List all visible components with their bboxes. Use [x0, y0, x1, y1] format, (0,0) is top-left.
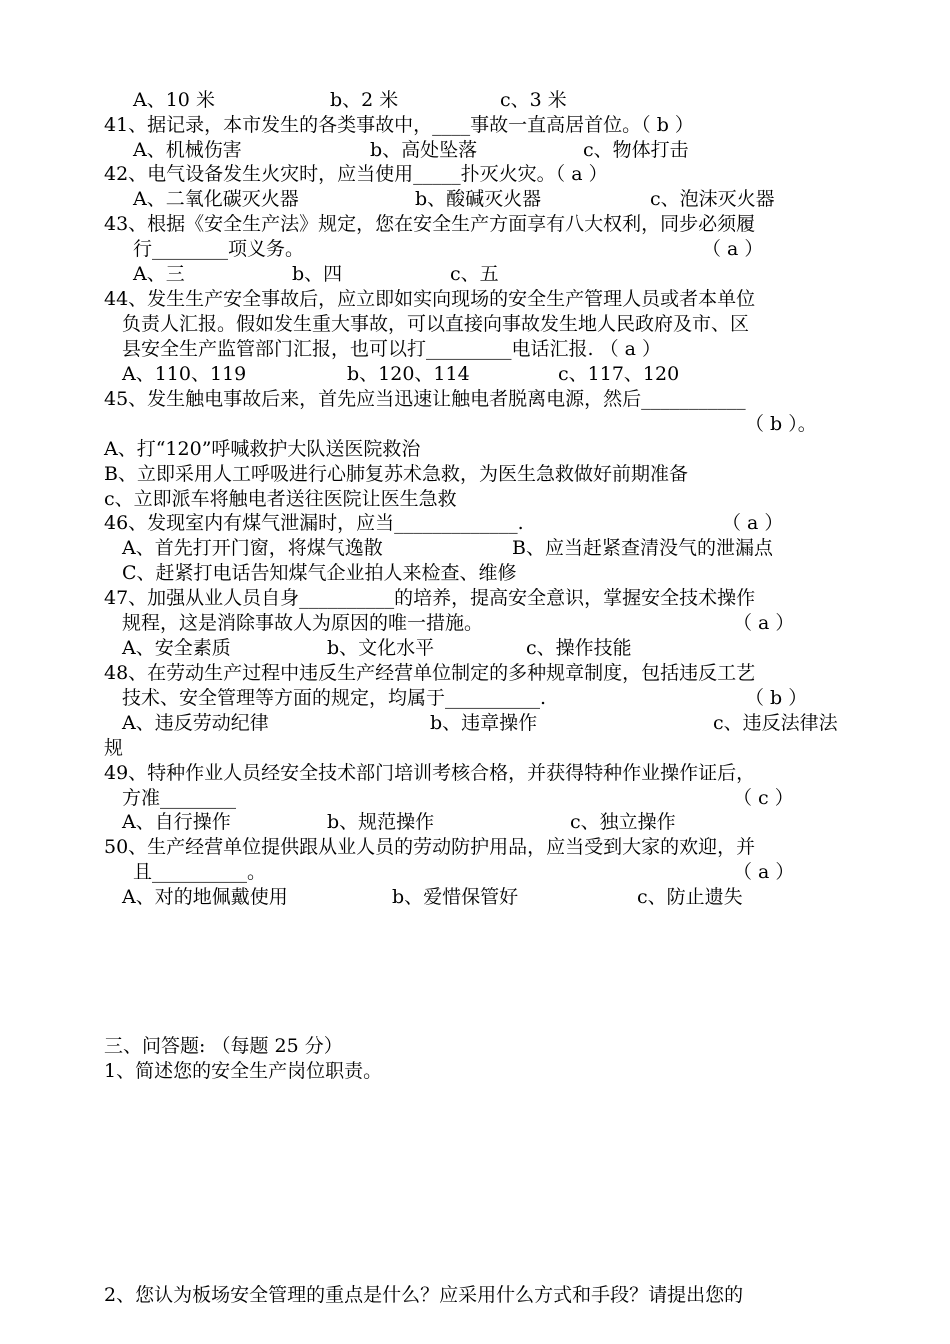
q45-option-c: c、立即派车将触电者送往医院让医生急救: [104, 488, 457, 510]
q50-option-b: b、爱惜保管好: [392, 886, 519, 908]
q44-line-2: 负责人汇报。假如发生重大事故，可以直接向事故发生地人民政府及市、区: [122, 313, 750, 335]
q49-option-a: A、自行操作: [122, 811, 231, 833]
q40-option-b: b、2 米: [330, 89, 399, 111]
q44-option-a: A、110、119: [122, 363, 247, 385]
q47-line-2: 规程，这是消除事故人为原因的唯一措施。: [122, 612, 484, 634]
q43-option-a: A、三: [133, 263, 185, 285]
q41-text: 41、据记录，本市发生的各类事故中，____事故一直高居首位。（ b ）: [104, 114, 694, 136]
section-3-question-2: 2、您认为板场安全管理的重点是什么？应采用什么方式和手段？请提出您的: [104, 1284, 744, 1306]
q41-option-a: A、机械伤害: [133, 139, 242, 161]
q44-line-1: 44、发生生产安全事故后，应立即如实向现场的安全生产管理人员或者本单位: [104, 288, 756, 310]
q49-line-1: 49、特种作业人员经安全技术部门培训考核合格，并获得特种作业操作证后，: [104, 762, 756, 784]
q45-line-1: 45、发生触电事故后来，首先应当迅速让触电者脱离电源，然后___________: [104, 388, 746, 410]
q48-line-1: 48、在劳动生产过程中违反生产经营单位制定的多种规章制度，包括违反工艺: [104, 662, 756, 684]
q43-option-c: c、五: [450, 263, 499, 285]
q45-option-b: B、立即采用人工呼吸进行心肺复苏术急救，为医生急救做好前期准备: [104, 463, 688, 485]
q42-option-b: b、酸碱灭火器: [415, 188, 542, 210]
q43-option-b: b、四: [292, 263, 343, 285]
q50-option-c: c、防止遗失: [637, 886, 743, 908]
q47-option-a: A、安全素质: [122, 637, 231, 659]
q46-option-c: C、赶紧打电话告知煤气企业拍人来检查、维修: [122, 562, 517, 584]
q49-option-b: b、规范操作: [327, 811, 435, 833]
q42-option-a: A、二氧化碳灭火器: [133, 188, 299, 210]
q48-option-c: c、违反法律法: [713, 712, 838, 734]
q46-text: 46、发现室内有煤气泄漏时，应当_____________.: [104, 512, 524, 534]
q43-line-2: 行________项义务。: [133, 238, 305, 260]
q49-line-2: 方准________: [122, 787, 237, 809]
q50-line-2: 且__________。: [133, 861, 267, 883]
q41-option-b: b、高处坠落: [370, 139, 478, 161]
q42-option-c: c、泡沫灭火器: [650, 188, 775, 210]
q47-answer: （ a ）: [733, 612, 795, 634]
q48-option-b: b、违章操作: [430, 712, 538, 734]
q43-line-1: 43、根据《安全生产法》规定，您在安全生产方面享有八大权利，同步必须履: [104, 213, 756, 235]
q45-answer: （ b ）。: [745, 413, 817, 435]
q47-option-c: c、操作技能: [526, 637, 632, 659]
section-3-question-1: 1、简述您的安全生产岗位职责。: [104, 1060, 383, 1082]
q50-answer: （ a ）: [733, 861, 795, 883]
q48-line-2: 技术、安全管理等方面的规定，均属于__________.: [122, 687, 547, 709]
q45-option-a: A、打“120”呼喊救护大队送医院救治: [104, 438, 421, 460]
q46-option-b: B、应当赶紧查清没气的泄漏点: [512, 537, 773, 559]
q47-option-b: b、文化水平: [327, 637, 435, 659]
q42-text: 42、电气设备发生火灾时，应当使用_____扑灭火灾。（ a ）: [104, 163, 608, 185]
q44-option-b: b、120、114: [347, 363, 470, 385]
q46-option-a: A、首先打开门窗，将煤气逸散: [122, 537, 383, 559]
q50-option-a: A、对的地佩戴使用: [122, 886, 288, 908]
q49-option-c: c、独立操作: [570, 811, 676, 833]
q48-answer: （ b ）: [745, 687, 808, 709]
section-3-title: 三、问答题: （每题 25 分）: [104, 1035, 343, 1057]
q48-option-a: A、违反劳动纪律: [122, 712, 269, 734]
q47-line-1: 47、加强从业人员自身__________的培养，提高安全意识，掌握安全技术操作: [104, 587, 756, 609]
q46-answer: （ a ）: [722, 512, 784, 534]
q41-option-c: c、物体打击: [583, 139, 689, 161]
q49-answer: （ c ）: [733, 787, 794, 809]
q50-line-1: 50、生产经营单位提供跟从业人员的劳动防护用品，应当受到大家的欢迎，并: [104, 836, 756, 858]
q40-option-c: c、3 米: [500, 89, 567, 111]
q40-option-a: A、10 米: [133, 89, 215, 111]
q43-answer: （ a ）: [702, 238, 764, 260]
q44-line-3: 县安全生产监管部门汇报，也可以打_________电话汇报. （ a ）: [122, 338, 661, 360]
q44-option-c: c、117、120: [558, 363, 680, 385]
q48-option-c-continued: 规: [104, 737, 124, 759]
